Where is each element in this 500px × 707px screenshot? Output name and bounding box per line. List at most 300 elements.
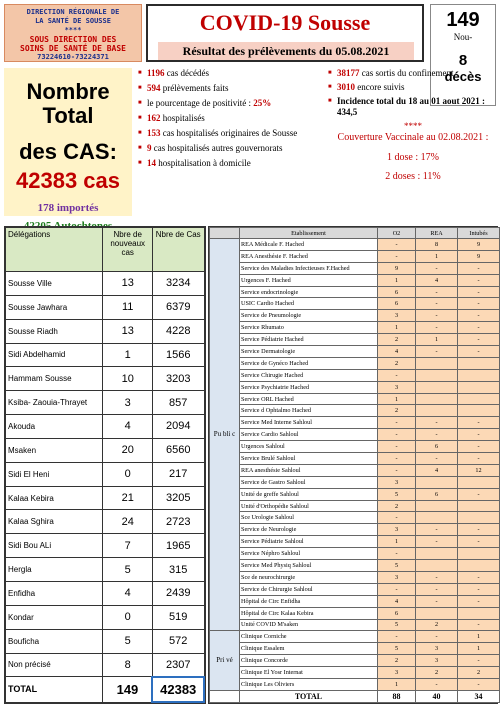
intubated-cell: 2 [458,667,500,679]
rea-cell: 1 [416,250,458,262]
o2-cell: - [378,441,416,453]
table-row [210,357,500,369]
establishment-name: REA Anesthésie F. Hached [240,250,378,262]
rea-cell: - [416,453,458,465]
intubated-cell [458,369,500,381]
new-cases-cell: 13 [103,319,153,343]
o2-cell: - [378,369,416,381]
new-cases-cell: 3 [103,391,153,415]
table-row [210,571,500,583]
establishment-name: Service endocrinologie [240,286,378,298]
establishment-name: Clinique Concorde [240,655,378,667]
rea-cell: 4 [416,464,458,476]
stat-samples: ■ 594 prélèvements faits [138,83,324,94]
total-cases-cell: 2307 [152,653,204,677]
header-o2: O2 [378,228,416,239]
establishment-name: Hôpital de Circ Kalaa Kebira [240,607,378,619]
new-cases-cell: 1 [103,343,153,367]
total-cases-cell: 6379 [152,295,204,319]
table-row [210,524,500,536]
intubated-cell: - [458,310,500,322]
total-cases-cell: 2439 [152,581,204,605]
table-row [210,274,500,286]
o2-cell: - [378,239,416,251]
o2-cell: 1 [378,393,416,405]
table-row [210,512,500,524]
intubated-cell: - [458,286,500,298]
header-establishment: Etablissement [240,228,378,239]
title-box [146,4,424,62]
o2-cell: 5 [378,643,416,655]
intubated-cell [458,548,500,560]
establishment-name: USIC Cardio Hached [240,298,378,310]
new-cases-cell: 5 [103,558,153,582]
rea-cell: - [416,417,458,429]
establishment-name: REA anesthésie Sahloul [240,464,378,476]
header-rea: REA [416,228,458,239]
establishment-name: Service de Neurologie [240,524,378,536]
establishment-name: Service de Gastro Sahloul [240,476,378,488]
intubated-cell: 9 [458,239,500,251]
delegation-name: Kalaa Sghira [6,510,103,534]
rea-cell: - [416,583,458,595]
header-delegation: Délégations [6,228,103,272]
stat-hosp-other: ■ 9 cas hospitalisés autres gouvernorats [138,143,324,154]
o2-cell: - [378,512,416,524]
establishment-name: Service Psychiatrie Hached [240,381,378,393]
total-title-1: Nombre Total [26,79,110,128]
vaccine-coverage-title: Couverture Vaccinale au 02.08.2021 : [337,132,489,143]
table-row [210,393,500,405]
rea-cell: 3 [416,643,458,655]
o2-cell: 3 [378,310,416,322]
table-row [6,272,205,296]
delegation-name: Non précisé [6,653,103,677]
total-cases-cell: 2723 [152,510,204,534]
o2-cell: - [378,429,416,441]
table-row [210,298,500,310]
o2-cell: 3 [378,571,416,583]
rea-cell [416,405,458,417]
table-row [210,548,500,560]
establishment-name: Unité COVID M'saken [240,619,378,631]
dose-1: 1 dose : 17% [387,152,439,163]
delegation-name: Kondar [6,605,103,629]
delegation-name: Hammam Sousse [6,367,103,391]
o2-cell: 3 [378,667,416,679]
table-row [210,643,500,655]
stat-home-hosp: ■ 14 hospitalisation à domicile [138,158,324,169]
table-row [6,581,205,605]
intubated-cell: - [458,583,500,595]
delegation-name: Sidi Abdelhamid [6,343,103,367]
o2-cell: 6 [378,607,416,619]
table-row [210,667,500,679]
rea-cell: 3 [416,655,458,667]
rea-cell [416,500,458,512]
total-cases-cell: 1566 [152,343,204,367]
table-row [210,322,500,334]
table-row [210,500,500,512]
establishment-name: Clinique Corniche [240,631,378,643]
establishment-name: Service ORL Hached [240,393,378,405]
establishment-name: Hôpital de Circ Enfidha [240,595,378,607]
o2-cell: 6 [378,298,416,310]
table-row [210,429,500,441]
rea-cell [416,512,458,524]
intubated-cell [458,381,500,393]
dose-2: 2 doses : 11% [385,171,441,182]
table-row [210,381,500,393]
table-row [210,441,500,453]
hosp-total-o2: 88 [378,691,416,703]
total-cases-cell: 3203 [152,367,204,391]
page-subtitle: Résultat des prélèvements du 05.08.2021 [158,42,414,60]
establishment-name: Service Rhumato [240,322,378,334]
table-row [6,295,205,319]
o2-cell: 4 [378,595,416,607]
total-cases-cell: 315 [152,558,204,582]
establishment-name: Unité de greffe Sahloul [240,488,378,500]
rea-cell [416,381,458,393]
new-cases-cell: 11 [103,295,153,319]
o2-cell: - [378,631,416,643]
o2-cell: 1 [378,322,416,334]
table-row [6,558,205,582]
rea-cell: - [416,429,458,441]
delegation-name: Sousse Ville [6,272,103,296]
table-row [210,678,500,690]
deaths-new: 8 [458,52,468,69]
establishment-name: Service des Maladies Infectieuses F.Hached [240,262,378,274]
header-cases: Nbre de Cas [152,228,204,272]
o2-cell: - [378,453,416,465]
direction-line2: LA SANTÉ DE SOUSSE [35,17,111,25]
intubated-cell: - [458,346,500,358]
establishment-name: Sce de neurochirurgie [240,571,378,583]
stat-cured: ■ 38177 cas sortis du confinement [328,68,498,79]
total-cases-box [4,68,132,216]
table-row [6,510,205,534]
stat-positivity: ■ le pourcentage de positivité : 25% [138,98,324,109]
o2-cell: - [378,417,416,429]
establishment-name: Service d Ophtalmo Hached [240,405,378,417]
rea-cell: 2 [416,619,458,631]
new-cases-cell: 13 [103,272,153,296]
delegation-name: Bouficha [6,629,103,653]
deaths-total: 149 [446,9,480,31]
establishment-name: Clinique Les Oliviers [240,678,378,690]
rea-cell: - [416,595,458,607]
new-cases-cell: 0 [103,605,153,629]
rea-cell: - [416,571,458,583]
o2-cell: 3 [378,524,416,536]
o2-cell: - [378,250,416,262]
delegation-name: Ksiba- Zaouia-Thrayet [6,391,103,415]
table-row [210,369,500,381]
rea-cell: 6 [416,488,458,500]
table-row [6,629,205,653]
new-cases-cell: 7 [103,534,153,558]
o2-cell: 9 [378,262,416,274]
table-row [6,653,205,677]
o2-cell: 1 [378,274,416,286]
establishment-name: REA Médicale F. Hached [240,239,378,251]
hospitals-total-row [210,691,500,703]
intubated-cell [458,500,500,512]
intubated-cell: - [458,322,500,334]
new-cases-cell: 4 [103,415,153,439]
page-title: COVID-19 Sousse [199,10,371,35]
total-cases: 42383 cas [16,168,120,193]
total-cases-cell: 217 [152,462,204,486]
total-cases-cell: 857 [152,391,204,415]
o2-cell: 5 [378,619,416,631]
intubated-cell: - [458,536,500,548]
total-label: TOTAL [6,677,103,702]
rea-cell: 2 [416,667,458,679]
establishment-name: Service de Chirurgie Sahloul [240,583,378,595]
intubated-cell: - [458,595,500,607]
o2-cell: 1 [378,678,416,690]
intubated-cell [458,357,500,369]
intubated-cell: - [458,488,500,500]
total-cases-cell: 3234 [152,272,204,296]
delegations-table [4,226,206,704]
table-row [6,391,205,415]
rea-cell [416,548,458,560]
table-row [210,619,500,631]
o2-cell: 1 [378,536,416,548]
stars-separator: **** [404,121,422,131]
group-public: Pu bli c [210,239,240,631]
intubated-cell: - [458,262,500,274]
delegation-name: Akouda [6,415,103,439]
intubated-cell [458,393,500,405]
establishment-name: Service Chirugie Hached [240,369,378,381]
rea-cell [416,476,458,488]
table-row [6,343,205,367]
delegation-name: Kalaa Kebira [6,486,103,510]
intubated-cell [458,560,500,572]
total-cases-cell: 4228 [152,319,204,343]
delegation-name: Hergla [6,558,103,582]
o2-cell: 6 [378,286,416,298]
rea-cell: - [416,322,458,334]
imported-cases: 178 importés [37,202,99,214]
intubated-cell: - [458,441,500,453]
o2-cell: 2 [378,655,416,667]
group-private: Pri vé [210,631,240,691]
o2-cell: 3 [378,381,416,393]
direction-line4: SOINS DE SANTÉ DE BASE [20,44,126,53]
new-cases-cell: 24 [103,510,153,534]
o2-cell: 5 [378,488,416,500]
rea-cell: 6 [416,441,458,453]
table-row [210,334,500,346]
delegation-name: Msaken [6,438,103,462]
table-row [6,415,205,439]
delegation-name: Sousse Riadh [6,319,103,343]
o2-cell: - [378,464,416,476]
stat-incidence: ■ Incidence total du 18 au 01 aout 2021 : 434,5 [328,96,498,118]
table-row [210,536,500,548]
table-row [210,476,500,488]
new-cases-cell: 20 [103,438,153,462]
intubated-cell: - [458,571,500,583]
o2-cell: 5 [378,560,416,572]
intubated-cell: - [458,453,500,465]
header-group [210,228,240,239]
right-stats [328,68,498,218]
total-row [6,677,205,702]
table-row [6,486,205,510]
deaths-nov-label: Nou- [453,32,473,42]
intubated-cell: - [458,524,500,536]
establishment-name: Unité d'Orthopédie Sahloul [240,500,378,512]
rea-cell [416,560,458,572]
table-row [210,583,500,595]
total-cases-cell: 572 [152,629,204,653]
establishment-name: Service Med Interne Sahloul [240,417,378,429]
rea-cell: - [416,678,458,690]
rea-cell [416,607,458,619]
establishment-name: Service Pédiatrie Sahloul [240,536,378,548]
table-row [210,464,500,476]
intubated-cell [458,512,500,524]
stat-hospitalized: ■ 162 hospitalisés [138,113,324,124]
rea-cell: - [416,631,458,643]
intubated-cell: - [458,274,500,286]
stat-deceased: ■ 1196 cas décédés [138,68,324,79]
intubated-cell: 9 [458,250,500,262]
table-row [210,488,500,500]
delegation-name: Sidi Bou ALi [6,534,103,558]
new-cases-cell: 10 [103,367,153,391]
o2-cell: - [378,583,416,595]
rea-cell [416,369,458,381]
o2-cell: 2 [378,405,416,417]
total-blank [210,691,240,703]
rea-cell: 8 [416,239,458,251]
direction-stars: **** [64,26,82,34]
deaths-label: décès [444,69,482,84]
header-intubated: Intubés [458,228,500,239]
table-row [6,438,205,462]
stat-followed: ■ 3010 encore suivis [328,82,498,93]
hosp-total-intubated: 34 [458,691,500,703]
table-row [210,286,500,298]
intubated-cell: - [458,334,500,346]
direction-line3: SOUS DIRECTION DES [29,35,117,44]
new-cases-cell: 8 [103,653,153,677]
intubated-cell [458,607,500,619]
direction-line1: DIRECTION RÉGIONALE DE [26,8,120,16]
new-cases-cell: 5 [103,629,153,653]
rea-cell: - [416,524,458,536]
intubated-cell: 12 [458,464,500,476]
total-cases-cell: 6560 [152,438,204,462]
establishment-name: Service Pédiatrie Hached [240,334,378,346]
table-row [6,462,205,486]
hosp-total-rea: 40 [416,691,458,703]
intubated-cell [458,476,500,488]
establishment-name: Service Brulé Sahloul [240,453,378,465]
intubated-cell: 1 [458,643,500,655]
rea-cell: - [416,298,458,310]
establishment-name: Urgences Sahloul [240,441,378,453]
intubated-cell: - [458,619,500,631]
rea-cell: - [416,262,458,274]
table-row [210,453,500,465]
intubated-cell: - [458,429,500,441]
direction-header [4,4,142,62]
table-row [210,631,500,643]
intubated-cell: - [458,298,500,310]
delegation-name: Enfidha [6,581,103,605]
table-row [210,405,500,417]
rea-cell: 1 [416,334,458,346]
total-cases-cell: 3205 [152,486,204,510]
establishment-name: Clinique El Yosr Internat [240,667,378,679]
new-cases-cell: 4 [103,581,153,605]
total-cases-cell: 2094 [152,415,204,439]
stat-hosp-sousse: ■ 153 cas hospitalisés originaires de Sousse [138,128,324,139]
total-cases-cell: 519 [152,605,204,629]
table-row [210,310,500,322]
total-cases-sum: 42383 [152,677,204,702]
establishment-name: Clinique Essalem [240,643,378,655]
total-title-2: des CAS: [19,139,117,164]
table-row [210,607,500,619]
header-new-cases: Nbre de nouveaux cas [103,228,153,272]
rea-cell: - [416,346,458,358]
table-row [210,417,500,429]
establishment-name: Sce Urologie Sahloul [240,512,378,524]
rea-cell: - [416,536,458,548]
delegation-name: Sousse Jawhara [6,295,103,319]
stats-list [138,68,324,218]
table-row [210,250,500,262]
intubated-cell [458,405,500,417]
direction-phones: 73224610-73224371 [37,53,109,61]
hosp-total-label: TOTAL [240,691,378,703]
intubated-cell: - [458,417,500,429]
table-row [6,367,205,391]
rea-cell: 4 [416,274,458,286]
table-row [210,595,500,607]
table-row [210,346,500,358]
establishment-name: Urgences F. Hached [240,274,378,286]
establishment-name: Service de Gynéco Hached [240,357,378,369]
o2-cell: 2 [378,357,416,369]
table-row [6,319,205,343]
establishment-name: Service Néphro Sahloul [240,548,378,560]
new-cases-cell: 0 [103,462,153,486]
table-row [210,239,500,251]
establishment-name: Service de Pneumologie [240,310,378,322]
table-row [210,262,500,274]
o2-cell: - [378,548,416,560]
o2-cell: 2 [378,334,416,346]
total-new-cases: 149 [103,677,153,702]
intubated-cell: - [458,655,500,667]
o2-cell: 3 [378,476,416,488]
intubated-cell: 1 [458,631,500,643]
new-cases-cell: 21 [103,486,153,510]
delegation-name: Sidi El Heni [6,462,103,486]
rea-cell [416,393,458,405]
